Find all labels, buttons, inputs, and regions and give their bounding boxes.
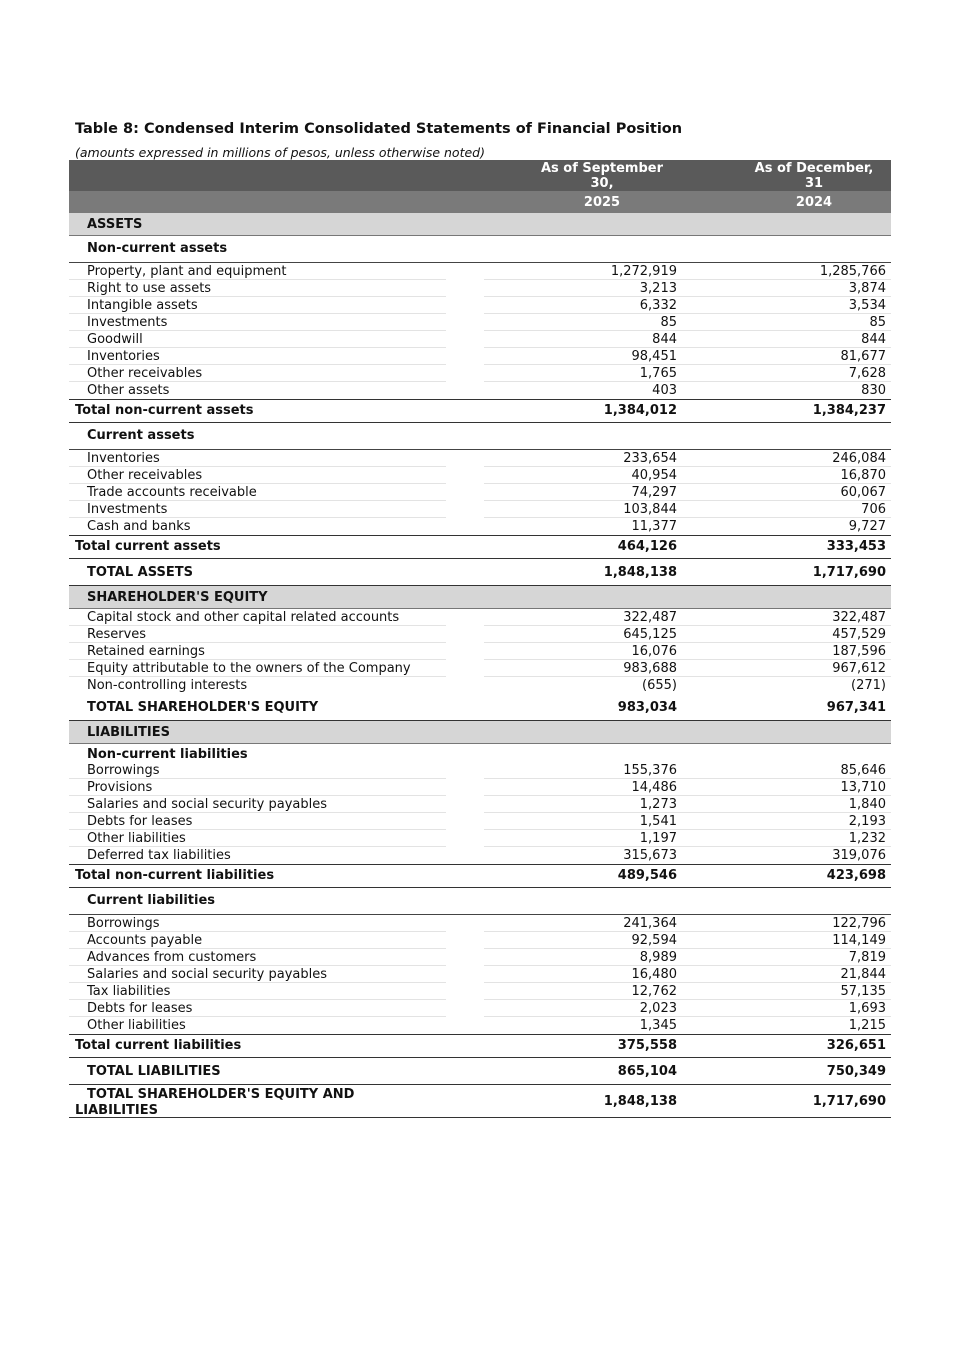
table-row xyxy=(69,348,891,365)
value-2024: 1,285,766 xyxy=(819,264,886,279)
grand-total-row xyxy=(69,559,891,586)
row-label: Deferred tax liabilities xyxy=(87,848,231,863)
value-2025: 1,765 xyxy=(639,366,677,381)
row-label: TOTAL SHAREHOLDER'S EQUITY xyxy=(87,700,319,715)
value-2024: 13,710 xyxy=(840,780,886,795)
value-2025: 233,654 xyxy=(623,451,677,466)
subsection-label: Non-current assets xyxy=(87,241,228,256)
row-label: Other liabilities xyxy=(87,1018,186,1033)
value-2024: (271) xyxy=(851,678,886,693)
row-label: Capital stock and other capital related accounts xyxy=(87,610,400,625)
row-label: Other liabilities xyxy=(87,831,186,846)
value-2025: 375,558 xyxy=(617,1038,677,1053)
table-row xyxy=(69,280,891,297)
value-2025: 1,272,919 xyxy=(610,264,677,279)
table-row xyxy=(69,484,891,501)
final-total-row xyxy=(69,1085,891,1118)
grand-total-row xyxy=(69,1058,891,1085)
table-row xyxy=(69,643,891,660)
value-2024: 967,341 xyxy=(826,700,886,715)
value-2024: 16,870 xyxy=(840,468,886,483)
row-label: Salaries and social security payables xyxy=(87,797,327,812)
row-label: Advances from customers xyxy=(87,950,257,965)
value-2024: 1,215 xyxy=(848,1018,886,1033)
value-2025: 85 xyxy=(660,315,677,330)
table-row xyxy=(69,932,891,949)
value-2024: 1,840 xyxy=(848,797,886,812)
value-2024: 1,717,690 xyxy=(812,1094,886,1109)
value-2025: 489,546 xyxy=(617,868,677,883)
table-body xyxy=(69,213,891,1118)
header-col-2024 xyxy=(737,161,891,191)
subsection-label: Current liabilities xyxy=(87,893,216,908)
table-row xyxy=(69,660,891,677)
table-row xyxy=(69,677,891,694)
row-label: Other assets xyxy=(87,383,170,398)
subsection-noncurrent-liabilities xyxy=(69,744,891,762)
value-2024: 333,453 xyxy=(826,539,886,554)
table-row xyxy=(69,501,891,518)
row-label: TOTAL ASSETS xyxy=(87,565,193,580)
table-row xyxy=(69,813,891,830)
value-2025: 92,594 xyxy=(631,933,677,948)
value-2024: 706 xyxy=(861,502,886,517)
table-header xyxy=(69,160,891,191)
row-label: Total non-current liabilities xyxy=(75,868,275,883)
table-row xyxy=(69,796,891,813)
table-header-years xyxy=(69,191,891,213)
row-label: Other receivables xyxy=(87,366,203,381)
total-row xyxy=(69,1034,891,1058)
row-label: Trade accounts receivable xyxy=(87,485,257,500)
value-2025: 1,848,138 xyxy=(603,565,677,580)
value-2024: 1,384,237 xyxy=(812,403,886,418)
value-2024: 3,874 xyxy=(848,281,886,296)
value-2024: 57,135 xyxy=(840,984,886,999)
value-2025: 155,376 xyxy=(623,763,677,778)
value-2024: 844 xyxy=(861,332,886,347)
value-2024: 60,067 xyxy=(840,485,886,500)
value-2024: 830 xyxy=(861,383,886,398)
value-2024: 9,727 xyxy=(848,519,886,534)
value-2025: 241,364 xyxy=(623,916,677,931)
row-label: Retained earnings xyxy=(87,644,205,659)
value-2025: 403 xyxy=(652,383,677,398)
row-label: Debts for leases xyxy=(87,1001,193,1016)
table-row xyxy=(69,609,891,626)
value-2024: 3,534 xyxy=(848,298,886,313)
header-year-2024: 2024 xyxy=(795,195,833,210)
value-2025: 464,126 xyxy=(617,539,677,554)
value-2025: 322,487 xyxy=(623,610,677,625)
value-2025: 1,197 xyxy=(639,831,677,846)
row-label: Borrowings xyxy=(87,916,160,931)
value-2024: 1,232 xyxy=(848,831,886,846)
value-2025: 16,076 xyxy=(631,644,677,659)
value-2024: 322,487 xyxy=(832,610,886,625)
table-row xyxy=(69,966,891,983)
value-2025: 983,688 xyxy=(623,661,677,676)
section-assets xyxy=(69,213,891,236)
financial-position-table xyxy=(69,160,891,1118)
value-2024: 457,529 xyxy=(832,627,886,642)
value-2025: 103,844 xyxy=(623,502,677,517)
value-2025: 74,297 xyxy=(631,485,677,500)
table-row xyxy=(69,762,891,779)
final-total-label-line2: LIABILITIES xyxy=(75,1103,158,1118)
value-2024: 21,844 xyxy=(840,967,886,982)
row-label: Salaries and social security payables xyxy=(87,967,327,982)
row-label: Investments xyxy=(87,315,168,330)
total-row xyxy=(69,399,891,423)
value-2024: 187,596 xyxy=(832,644,886,659)
table-row xyxy=(69,382,891,399)
table-row xyxy=(69,1000,891,1017)
header-year-2025: 2025 xyxy=(583,195,621,210)
value-2025: 315,673 xyxy=(623,848,677,863)
value-2025: 1,541 xyxy=(639,814,677,829)
table-row xyxy=(69,779,891,796)
row-label: TOTAL LIABILITIES xyxy=(87,1064,221,1079)
value-2024: 7,819 xyxy=(848,950,886,965)
value-2024: 85 xyxy=(869,315,886,330)
header-col-2024-line1: As of December, xyxy=(754,161,874,176)
table-row xyxy=(69,1017,891,1034)
row-label: Debts for leases xyxy=(87,814,193,829)
row-label: Inventories xyxy=(87,451,160,466)
table-row xyxy=(69,518,891,535)
row-label: Tax liabilities xyxy=(87,984,171,999)
row-label: Goodwill xyxy=(87,332,143,347)
row-label: Total current assets xyxy=(75,539,221,554)
header-col-2025-line1: As of September xyxy=(540,161,664,176)
row-label: Other receivables xyxy=(87,468,203,483)
section-equity xyxy=(69,586,891,609)
subsection-label: Current assets xyxy=(87,428,195,443)
table-row xyxy=(69,915,891,932)
row-label: Equity attributable to the owners of the Company xyxy=(87,661,411,676)
value-2025: 1,384,012 xyxy=(603,403,677,418)
table-row xyxy=(69,450,891,467)
value-2024: 2,193 xyxy=(848,814,886,829)
row-label: Borrowings xyxy=(87,763,160,778)
table-row xyxy=(69,467,891,484)
value-2025: 1,848,138 xyxy=(603,1094,677,1109)
subsection-label: Non-current liabilities xyxy=(87,747,248,762)
section-label: SHAREHOLDER'S EQUITY xyxy=(87,590,268,605)
table-row xyxy=(69,314,891,331)
value-2025: 14,486 xyxy=(631,780,677,795)
subsection-current-assets xyxy=(69,423,891,450)
row-label: Right to use assets xyxy=(87,281,212,296)
value-2025: 11,377 xyxy=(631,519,677,534)
value-2025: 1,273 xyxy=(639,797,677,812)
value-2024: 423,698 xyxy=(826,868,886,883)
value-2024: 1,717,690 xyxy=(812,565,886,580)
value-2024: 7,628 xyxy=(848,366,886,381)
value-2025: 1,345 xyxy=(639,1018,677,1033)
header-col-2024-line2: 31 xyxy=(804,176,824,191)
row-label: Accounts payable xyxy=(87,933,203,948)
value-2024: 326,651 xyxy=(826,1038,886,1053)
table-row xyxy=(69,830,891,847)
table-row xyxy=(69,297,891,314)
table-row xyxy=(69,365,891,382)
table-subtitle: (amounts expressed in millions of pesos, unless otherwise noted) xyxy=(75,145,485,160)
value-2025: 16,480 xyxy=(631,967,677,982)
table-row xyxy=(69,331,891,348)
total-row xyxy=(69,535,891,559)
row-label: Intangible assets xyxy=(87,298,198,313)
value-2025: 3,213 xyxy=(639,281,677,296)
section-label: LIABILITIES xyxy=(87,725,170,740)
value-2024: 81,677 xyxy=(840,349,886,364)
value-2025: 865,104 xyxy=(617,1064,677,1079)
row-label: Total current liabilities xyxy=(75,1038,242,1053)
table-title: Table 8: Condensed Interim Consolidated Statements of Financial Position xyxy=(75,121,683,137)
table-row xyxy=(69,847,891,864)
header-col-2025-line2: 30, xyxy=(590,176,614,191)
section-label: ASSETS xyxy=(87,217,143,232)
row-label: Reserves xyxy=(87,627,147,642)
row-label: Cash and banks xyxy=(87,519,191,534)
total-row xyxy=(69,864,891,888)
table-row xyxy=(69,983,891,1000)
subsection-current-liabilities xyxy=(69,888,891,915)
value-2024: 1,693 xyxy=(848,1001,886,1016)
value-2025: 40,954 xyxy=(631,468,677,483)
value-2024: 246,084 xyxy=(832,451,886,466)
row-label: Provisions xyxy=(87,780,153,795)
value-2024: 967,612 xyxy=(832,661,886,676)
value-2025: 8,989 xyxy=(639,950,677,965)
value-2024: 750,349 xyxy=(826,1064,886,1079)
header-col-2025 xyxy=(527,161,677,191)
value-2024: 85,646 xyxy=(840,763,886,778)
value-2024: 122,796 xyxy=(832,916,886,931)
value-2025: 2,023 xyxy=(639,1001,677,1016)
value-2024: 319,076 xyxy=(832,848,886,863)
row-label: Inventories xyxy=(87,349,160,364)
row-label: Property, plant and equipment xyxy=(87,264,287,279)
value-2025: 98,451 xyxy=(631,349,677,364)
table-row xyxy=(69,626,891,643)
value-2025: 6,332 xyxy=(639,298,677,313)
value-2025: 983,034 xyxy=(617,700,677,715)
row-label: Investments xyxy=(87,502,168,517)
table-row xyxy=(69,263,891,280)
row-label: Non-controlling interests xyxy=(87,678,248,693)
value-2024: 114,149 xyxy=(832,933,886,948)
grand-total-row xyxy=(69,694,891,721)
value-2025: 844 xyxy=(652,332,677,347)
table-row xyxy=(69,949,891,966)
value-2025: (655) xyxy=(642,678,677,693)
value-2025: 12,762 xyxy=(631,984,677,999)
value-2025: 645,125 xyxy=(623,627,677,642)
final-total-label-line1: TOTAL SHAREHOLDER'S EQUITY AND xyxy=(87,1087,355,1102)
row-label: Total non-current assets xyxy=(75,403,254,418)
subsection-noncurrent-assets xyxy=(69,236,891,263)
section-liabilities xyxy=(69,721,891,744)
